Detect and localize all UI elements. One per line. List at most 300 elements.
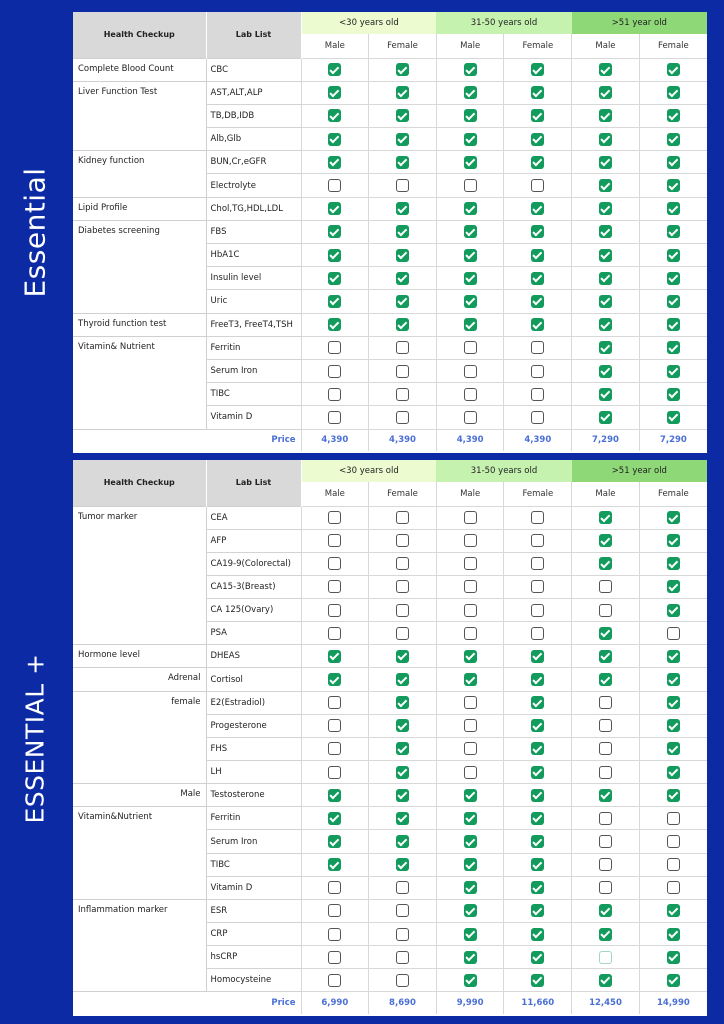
checkbox-checked-icon[interactable] [667, 580, 680, 593]
checkbox-checked-icon[interactable] [396, 673, 409, 686]
checkbox-empty-icon[interactable] [667, 881, 680, 894]
checkbox-checked-icon[interactable] [464, 650, 477, 663]
checkbox-cell [639, 946, 707, 969]
checkbox-checked-icon[interactable] [667, 133, 680, 146]
checkbox-checked-icon[interactable] [328, 789, 341, 802]
checkbox-checked-icon[interactable] [599, 388, 612, 401]
checkbox-checked-icon[interactable] [531, 835, 544, 848]
price-value: 7,290 [639, 429, 707, 451]
checkbox-checked-icon[interactable] [531, 650, 544, 663]
checkbox-empty-icon[interactable] [396, 511, 409, 524]
checkbox-empty-icon[interactable] [599, 604, 612, 617]
checkbox-cell [504, 58, 572, 81]
checkbox-empty-icon[interactable] [328, 179, 341, 192]
checkbox-empty-icon[interactable] [464, 580, 477, 593]
checkbox-checked-icon[interactable] [464, 156, 477, 169]
checkbox-checked-icon[interactable] [531, 109, 544, 122]
checkbox-checked-icon[interactable] [328, 318, 341, 331]
checkbox-checked-icon[interactable] [464, 858, 477, 871]
checkbox-checked-icon[interactable] [599, 511, 612, 524]
checkbox-empty-icon[interactable] [667, 812, 680, 825]
checkbox-empty-icon[interactable] [396, 951, 409, 964]
lab-item-name: TIBC [206, 383, 301, 406]
checkbox-checked-icon[interactable] [531, 86, 544, 99]
checkbox-empty-icon[interactable] [396, 928, 409, 941]
checkbox-checked-icon[interactable] [396, 696, 409, 709]
health-checkup-name: Diabetes screening [73, 220, 206, 313]
checkbox-checked-icon[interactable] [599, 133, 612, 146]
checkbox-checked-icon[interactable] [667, 696, 680, 709]
checkbox-checked-icon[interactable] [396, 295, 409, 308]
checkbox-cell [301, 691, 369, 714]
checkbox-empty-icon[interactable] [328, 557, 341, 570]
checkbox-cell [301, 81, 369, 104]
checkbox-empty-icon[interactable] [328, 928, 341, 941]
checkbox-cell [301, 552, 369, 575]
checkbox-checked-icon[interactable] [464, 881, 477, 894]
checkbox-cell [301, 128, 369, 151]
checkbox-cell [572, 58, 640, 81]
checkbox-empty-icon[interactable] [531, 411, 544, 424]
checkbox-checked-icon[interactable] [396, 766, 409, 779]
checkbox-empty-icon[interactable] [328, 881, 341, 894]
checkbox-empty-icon[interactable] [328, 742, 341, 755]
checkbox-checked-icon[interactable] [667, 179, 680, 192]
checkbox-checked-icon[interactable] [328, 272, 341, 285]
checkbox-checked-icon[interactable] [328, 858, 341, 871]
checkbox-empty-icon[interactable] [464, 742, 477, 755]
checkbox-cell [504, 128, 572, 151]
checkbox-empty-icon[interactable] [464, 604, 477, 617]
checkbox-cell [301, 359, 369, 382]
checkbox-checked-icon[interactable] [328, 63, 341, 76]
checkbox-cell [436, 645, 504, 668]
checkbox-empty-icon[interactable] [464, 411, 477, 424]
checkbox-empty-icon[interactable] [531, 341, 544, 354]
checkbox-checked-icon[interactable] [396, 858, 409, 871]
checkbox-cell [639, 128, 707, 151]
checkbox-checked-icon[interactable] [531, 858, 544, 871]
checkbox-empty-icon[interactable] [599, 696, 612, 709]
checkbox-checked-icon[interactable] [464, 928, 477, 941]
checkbox-cell [301, 58, 369, 81]
checkbox-checked-icon[interactable] [464, 835, 477, 848]
checkbox-checked-icon[interactable] [464, 673, 477, 686]
checkbox-empty-icon[interactable] [396, 179, 409, 192]
checkbox-empty-icon[interactable] [396, 904, 409, 917]
checkbox-empty-icon[interactable] [531, 534, 544, 547]
checkbox-empty-icon[interactable] [667, 627, 680, 640]
checkbox-cell [301, 336, 369, 359]
checkbox-checked-icon[interactable] [599, 365, 612, 378]
checkbox-checked-icon[interactable] [464, 133, 477, 146]
checkbox-empty-icon[interactable] [396, 627, 409, 640]
checkbox-checked-icon[interactable] [599, 627, 612, 640]
checkbox-checked-icon[interactable] [531, 904, 544, 917]
checkbox-empty-icon[interactable] [328, 411, 341, 424]
checkbox-checked-icon[interactable] [328, 156, 341, 169]
checkbox-checked-icon[interactable] [599, 86, 612, 99]
checkbox-checked-icon[interactable] [531, 133, 544, 146]
checkbox-cell [369, 853, 437, 876]
checkbox-empty-icon[interactable] [531, 604, 544, 617]
checkbox-cell [639, 151, 707, 174]
checkbox-checked-icon[interactable] [599, 318, 612, 331]
health-checkup-name: female [73, 691, 206, 784]
checkbox-checked-icon[interactable] [667, 365, 680, 378]
checkbox-cell [369, 784, 437, 807]
checkbox-checked-icon[interactable] [464, 789, 477, 802]
checkbox-checked-icon[interactable] [667, 951, 680, 964]
checkbox-checked-icon[interactable] [396, 225, 409, 238]
table-row [73, 58, 707, 81]
checkbox-empty-icon[interactable] [328, 627, 341, 640]
checkbox-cell [436, 737, 504, 760]
checkbox-cell [572, 313, 640, 336]
checkbox-checked-icon[interactable] [328, 109, 341, 122]
checkbox-empty-icon[interactable] [328, 904, 341, 917]
checkbox-empty-icon[interactable] [599, 835, 612, 848]
checkbox-empty-icon[interactable] [599, 881, 612, 894]
checkbox-cell [301, 784, 369, 807]
checkbox-checked-icon[interactable] [464, 974, 477, 987]
checkbox-cell [504, 645, 572, 668]
checkbox-empty-icon[interactable] [599, 951, 612, 964]
checkbox-checked-icon[interactable] [531, 766, 544, 779]
checkbox-empty-icon[interactable] [464, 557, 477, 570]
checkbox-checked-icon[interactable] [328, 249, 341, 262]
checkbox-empty-icon[interactable] [599, 766, 612, 779]
checkbox-checked-icon[interactable] [667, 272, 680, 285]
checkbox-cell [301, 406, 369, 429]
checkbox-empty-icon[interactable] [396, 557, 409, 570]
checkbox-empty-icon[interactable] [396, 534, 409, 547]
checkbox-checked-icon[interactable] [599, 109, 612, 122]
checkbox-empty-icon[interactable] [531, 179, 544, 192]
checkbox-checked-icon[interactable] [328, 295, 341, 308]
checkbox-checked-icon[interactable] [531, 63, 544, 76]
checkbox-checked-icon[interactable] [531, 881, 544, 894]
checkbox-empty-icon[interactable] [328, 580, 341, 593]
checkbox-checked-icon[interactable] [667, 789, 680, 802]
checkbox-empty-icon[interactable] [464, 179, 477, 192]
checkbox-checked-icon[interactable] [667, 511, 680, 524]
checkbox-checked-icon[interactable] [667, 719, 680, 732]
checkbox-cell [504, 81, 572, 104]
checkbox-checked-icon[interactable] [464, 272, 477, 285]
checkbox-cell [504, 336, 572, 359]
checkbox-checked-icon[interactable] [531, 812, 544, 825]
checkbox-checked-icon[interactable] [531, 156, 544, 169]
checkbox-checked-icon[interactable] [667, 249, 680, 262]
checkbox-cell [436, 552, 504, 575]
checkbox-checked-icon[interactable] [667, 341, 680, 354]
checkbox-checked-icon[interactable] [464, 109, 477, 122]
table-row [73, 506, 707, 529]
checkbox-checked-icon[interactable] [531, 974, 544, 987]
checkbox-empty-icon[interactable] [396, 388, 409, 401]
checkbox-checked-icon[interactable] [599, 341, 612, 354]
lab-item-name: Serum Iron [206, 359, 301, 382]
checkbox-empty-icon[interactable] [396, 974, 409, 987]
female-column-header: Female [639, 482, 707, 506]
checkbox-checked-icon[interactable] [396, 318, 409, 331]
checkbox-checked-icon[interactable] [464, 904, 477, 917]
checkbox-empty-icon[interactable] [328, 604, 341, 617]
checkbox-checked-icon[interactable] [396, 202, 409, 215]
checkbox-cell [639, 336, 707, 359]
checkbox-checked-icon[interactable] [667, 156, 680, 169]
checkbox-checked-icon[interactable] [667, 411, 680, 424]
checkbox-empty-icon[interactable] [464, 766, 477, 779]
checkbox-cell [301, 622, 369, 645]
checkbox-cell [436, 151, 504, 174]
checkbox-cell [639, 506, 707, 529]
checkbox-cell [436, 174, 504, 197]
checkbox-checked-icon[interactable] [328, 225, 341, 238]
checkbox-empty-icon[interactable] [599, 858, 612, 871]
checkbox-checked-icon[interactable] [599, 179, 612, 192]
checkbox-checked-icon[interactable] [599, 225, 612, 238]
checkbox-checked-icon[interactable] [464, 295, 477, 308]
checkbox-checked-icon[interactable] [599, 789, 612, 802]
checkbox-empty-icon[interactable] [328, 534, 341, 547]
checkbox-checked-icon[interactable] [464, 951, 477, 964]
checkbox-checked-icon[interactable] [667, 650, 680, 663]
checkbox-cell [301, 761, 369, 784]
checkbox-checked-icon[interactable] [667, 295, 680, 308]
checkbox-empty-icon[interactable] [531, 580, 544, 593]
checkbox-checked-icon[interactable] [667, 109, 680, 122]
checkbox-empty-icon[interactable] [328, 365, 341, 378]
checkbox-cell [369, 969, 437, 992]
checkbox-checked-icon[interactable] [328, 673, 341, 686]
checkbox-checked-icon[interactable] [531, 272, 544, 285]
checkbox-empty-icon[interactable] [328, 974, 341, 987]
checkbox-empty-icon[interactable] [667, 835, 680, 848]
checkbox-checked-icon[interactable] [531, 951, 544, 964]
checkbox-cell [436, 244, 504, 267]
checkbox-checked-icon[interactable] [599, 156, 612, 169]
checkbox-empty-icon[interactable] [328, 388, 341, 401]
checkbox-checked-icon[interactable] [667, 766, 680, 779]
checkbox-checked-icon[interactable] [396, 719, 409, 732]
checkbox-cell [639, 313, 707, 336]
checkbox-cell [572, 946, 640, 969]
checkbox-cell [369, 244, 437, 267]
price-label: Price [73, 429, 301, 451]
checkbox-cell [369, 359, 437, 382]
checkbox-cell [436, 668, 504, 691]
checkbox-cell [369, 946, 437, 969]
checkbox-cell [504, 923, 572, 946]
checkbox-checked-icon[interactable] [667, 202, 680, 215]
checkbox-checked-icon[interactable] [599, 411, 612, 424]
checkbox-checked-icon[interactable] [667, 742, 680, 755]
checkbox-cell [572, 737, 640, 760]
checkbox-empty-icon[interactable] [464, 696, 477, 709]
checkbox-empty-icon[interactable] [396, 881, 409, 894]
checkbox-checked-icon[interactable] [667, 604, 680, 617]
checkbox-checked-icon[interactable] [599, 534, 612, 547]
checkbox-empty-icon[interactable] [464, 341, 477, 354]
checkbox-empty-icon[interactable] [464, 365, 477, 378]
checkbox-cell [436, 876, 504, 899]
checkbox-empty-icon[interactable] [599, 719, 612, 732]
checkbox-cell [369, 128, 437, 151]
checkbox-empty-icon[interactable] [599, 812, 612, 825]
checkbox-empty-icon[interactable] [464, 534, 477, 547]
checkbox-empty-icon[interactable] [396, 411, 409, 424]
checkbox-checked-icon[interactable] [464, 202, 477, 215]
checkbox-checked-icon[interactable] [667, 974, 680, 987]
checkbox-cell [436, 575, 504, 598]
checkbox-checked-icon[interactable] [667, 928, 680, 941]
checkbox-checked-icon[interactable] [464, 318, 477, 331]
checkbox-checked-icon[interactable] [667, 557, 680, 570]
female-column-header: Female [369, 482, 437, 506]
checkbox-checked-icon[interactable] [667, 63, 680, 76]
checkbox-checked-icon[interactable] [464, 225, 477, 238]
checkbox-checked-icon[interactable] [396, 812, 409, 825]
checkbox-checked-icon[interactable] [531, 225, 544, 238]
checkbox-empty-icon[interactable] [464, 388, 477, 401]
lab-item-name: Chol,TG,HDL,LDL [206, 197, 301, 220]
health-checkup-name: Vitamin& Nutrient [73, 336, 206, 429]
checkbox-checked-icon[interactable] [464, 249, 477, 262]
checkbox-checked-icon[interactable] [396, 835, 409, 848]
checkbox-empty-icon[interactable] [599, 742, 612, 755]
checkbox-empty-icon[interactable] [328, 511, 341, 524]
checkbox-checked-icon[interactable] [531, 295, 544, 308]
checkbox-checked-icon[interactable] [667, 225, 680, 238]
checkbox-checked-icon[interactable] [599, 673, 612, 686]
age-group-31-50: 31-50 years old [436, 12, 571, 34]
checkbox-cell [301, 714, 369, 737]
checkbox-checked-icon[interactable] [531, 719, 544, 732]
checkbox-checked-icon[interactable] [667, 86, 680, 99]
checkbox-checked-icon[interactable] [667, 388, 680, 401]
checkbox-empty-icon[interactable] [328, 951, 341, 964]
lab-item-name: ESR [206, 899, 301, 922]
checkbox-empty-icon[interactable] [396, 604, 409, 617]
checkbox-checked-icon[interactable] [396, 133, 409, 146]
checkbox-checked-icon[interactable] [464, 86, 477, 99]
checkbox-checked-icon[interactable] [531, 742, 544, 755]
checkbox-empty-icon[interactable] [531, 388, 544, 401]
checkbox-cell [639, 853, 707, 876]
checkbox-empty-icon[interactable] [464, 719, 477, 732]
lab-item-name: CEA [206, 506, 301, 529]
checkbox-empty-icon[interactable] [667, 858, 680, 871]
health-checkup-name: Complete Blood Count [73, 58, 206, 81]
checkbox-cell [436, 383, 504, 406]
checkbox-checked-icon[interactable] [328, 650, 341, 663]
checkbox-checked-icon[interactable] [328, 202, 341, 215]
checkbox-empty-icon[interactable] [396, 580, 409, 593]
checkbox-checked-icon[interactable] [531, 789, 544, 802]
checkbox-checked-icon[interactable] [531, 696, 544, 709]
checkbox-checked-icon[interactable] [464, 63, 477, 76]
checkbox-checked-icon[interactable] [667, 673, 680, 686]
checkbox-cell [301, 197, 369, 220]
checkbox-empty-icon[interactable] [396, 341, 409, 354]
lab-item-name: Testosterone [206, 784, 301, 807]
checkbox-checked-icon[interactable] [396, 86, 409, 99]
checkbox-empty-icon[interactable] [464, 511, 477, 524]
checkbox-empty-icon[interactable] [531, 557, 544, 570]
checkbox-checked-icon[interactable] [599, 63, 612, 76]
checkbox-checked-icon[interactable] [396, 249, 409, 262]
checkbox-checked-icon[interactable] [599, 650, 612, 663]
checkbox-empty-icon[interactable] [328, 696, 341, 709]
essential-table-panel [73, 12, 707, 453]
checkbox-empty-icon[interactable] [599, 580, 612, 593]
checkbox-checked-icon[interactable] [396, 272, 409, 285]
checkbox-checked-icon[interactable] [531, 318, 544, 331]
checkbox-cell [504, 668, 572, 691]
checkbox-cell [436, 923, 504, 946]
checkbox-checked-icon[interactable] [599, 249, 612, 262]
checkbox-checked-icon[interactable] [599, 974, 612, 987]
checkbox-checked-icon[interactable] [599, 202, 612, 215]
checkbox-checked-icon[interactable] [396, 650, 409, 663]
checkbox-checked-icon[interactable] [464, 812, 477, 825]
checkbox-checked-icon[interactable] [396, 109, 409, 122]
male-column-header: Male [436, 34, 504, 58]
checkbox-cell [572, 104, 640, 127]
checkbox-cell [369, 151, 437, 174]
age-group-31-50: 31-50 years old [436, 460, 571, 482]
checkbox-checked-icon[interactable] [396, 789, 409, 802]
checkbox-checked-icon[interactable] [599, 928, 612, 941]
checkbox-checked-icon[interactable] [667, 318, 680, 331]
checkbox-checked-icon[interactable] [531, 249, 544, 262]
checkbox-checked-icon[interactable] [328, 812, 341, 825]
checkbox-checked-icon[interactable] [599, 904, 612, 917]
table-row [73, 899, 707, 922]
checkbox-checked-icon[interactable] [531, 673, 544, 686]
checkbox-checked-icon[interactable] [599, 272, 612, 285]
checkbox-empty-icon[interactable] [464, 627, 477, 640]
checkbox-empty-icon[interactable] [328, 766, 341, 779]
price-value: 4,390 [301, 429, 369, 451]
checkbox-cell [572, 383, 640, 406]
checkbox-checked-icon[interactable] [328, 835, 341, 848]
checkbox-checked-icon[interactable] [667, 534, 680, 547]
checkbox-checked-icon[interactable] [396, 742, 409, 755]
checkbox-empty-icon[interactable] [328, 341, 341, 354]
column-header-health-checkup: Health Checkup [73, 460, 206, 506]
checkbox-checked-icon[interactable] [396, 63, 409, 76]
checkbox-empty-icon[interactable] [328, 719, 341, 732]
checkbox-empty-icon[interactable] [531, 627, 544, 640]
checkbox-checked-icon[interactable] [396, 156, 409, 169]
checkbox-checked-icon[interactable] [328, 86, 341, 99]
checkbox-checked-icon[interactable] [531, 202, 544, 215]
checkbox-checked-icon[interactable] [667, 904, 680, 917]
checkbox-cell [504, 807, 572, 830]
checkbox-checked-icon[interactable] [328, 133, 341, 146]
checkbox-empty-icon[interactable] [396, 365, 409, 378]
checkbox-checked-icon[interactable] [531, 928, 544, 941]
checkbox-empty-icon[interactable] [531, 365, 544, 378]
checkbox-cell [436, 853, 504, 876]
checkbox-checked-icon[interactable] [599, 557, 612, 570]
checkbox-cell [436, 761, 504, 784]
checkbox-checked-icon[interactable] [599, 295, 612, 308]
checkbox-empty-icon[interactable] [531, 511, 544, 524]
